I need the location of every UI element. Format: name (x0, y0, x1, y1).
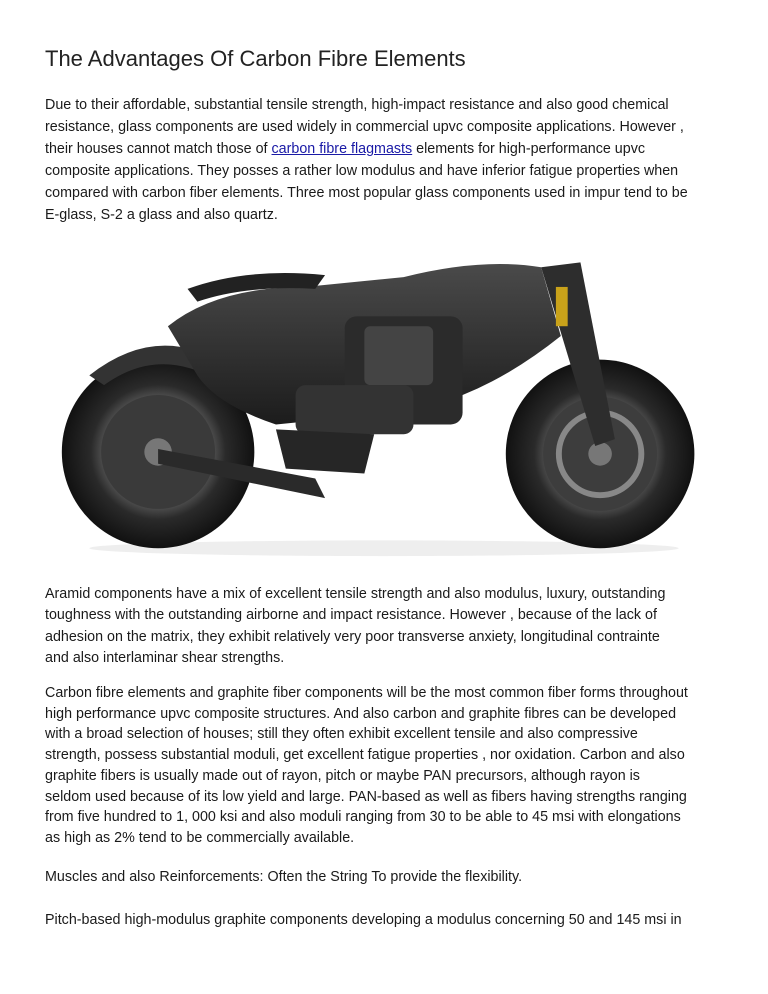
text-line: from five hundred to 1, 000 ksi and also moduli ranging from 30 to be able to 45 msi with elongations (45, 809, 681, 826)
text-segment: elements for high-performance upvc (412, 141, 646, 157)
text-line: adhesion on the matrix, they exhibit relatively very poor transverse anxiety, longitudinal contrainte (45, 628, 660, 645)
text-line: compared with carbon fiber elements. Three most popular glass components used in impur tend to be (45, 185, 688, 201)
text-line: toughness with the outstanding airborne and impact resistance. However , because of the lack of (45, 607, 657, 624)
text-line (45, 138, 688, 160)
paragraph-5: Pitch-based high-modulus graphite components developing a modulus concerning 50 and 145 msi in (45, 912, 682, 928)
text-line: and also interlaminar shear strengths. (45, 649, 285, 666)
carbon-fibre-flagmasts-link[interactable]: carbon fibre flagmasts (271, 141, 413, 157)
motorcycle-icon (44, 228, 724, 560)
motorcycle-photo (44, 228, 724, 560)
text-line: composite applications. They posses a rather low modulus and have inferior fatigue properties when (45, 163, 679, 179)
paragraph-3 (45, 683, 688, 849)
text-segment: their houses cannot match those of (45, 141, 272, 157)
page-title: The Advantages Of Carbon Fibre Elements (45, 46, 466, 71)
text-line: E-glass, S-2 a glass and also quartz. (45, 207, 278, 223)
text-line: Carbon fibre elements and graphite fiber components will be the most common fiber forms throughout (45, 685, 688, 701)
text-line: graphite fibers is usually made out of rayon, pitch or maybe PAN precursors, although rayon is (45, 767, 640, 784)
text-line: resistance, glass components are used widely in commercial upvc composite applications. However , (45, 119, 684, 135)
text-line: strength, possess substantial moduli, get excellent fatigue properties , nor oxidation. Carbon and also (45, 747, 685, 764)
paragraph-2 (45, 584, 665, 669)
text-line: with a broad selection of houses; still they often exhibit excellent tensile and also compressive (45, 726, 638, 743)
paragraph-4: Muscles and also Reinforcements: Often the String To provide the flexibility. (45, 869, 523, 885)
text-line: seldom used because of its low yield and large. PAN-based as well as fibers having strengths ranging (45, 788, 687, 805)
text-line: high performance upvc composite structures. And also carbon and graphite fibres can be developed (45, 705, 677, 722)
text-line: Due to their affordable, substantial tensile strength, high-impact resistance and also good chemical (45, 97, 669, 113)
paragraph-1 (45, 94, 688, 226)
text-line: Aramid components have a mix of excellent tensile strength and also modulus, luxury, outstanding (45, 586, 666, 602)
text-line: as high as 2% tend to be commercially available. (45, 829, 355, 846)
